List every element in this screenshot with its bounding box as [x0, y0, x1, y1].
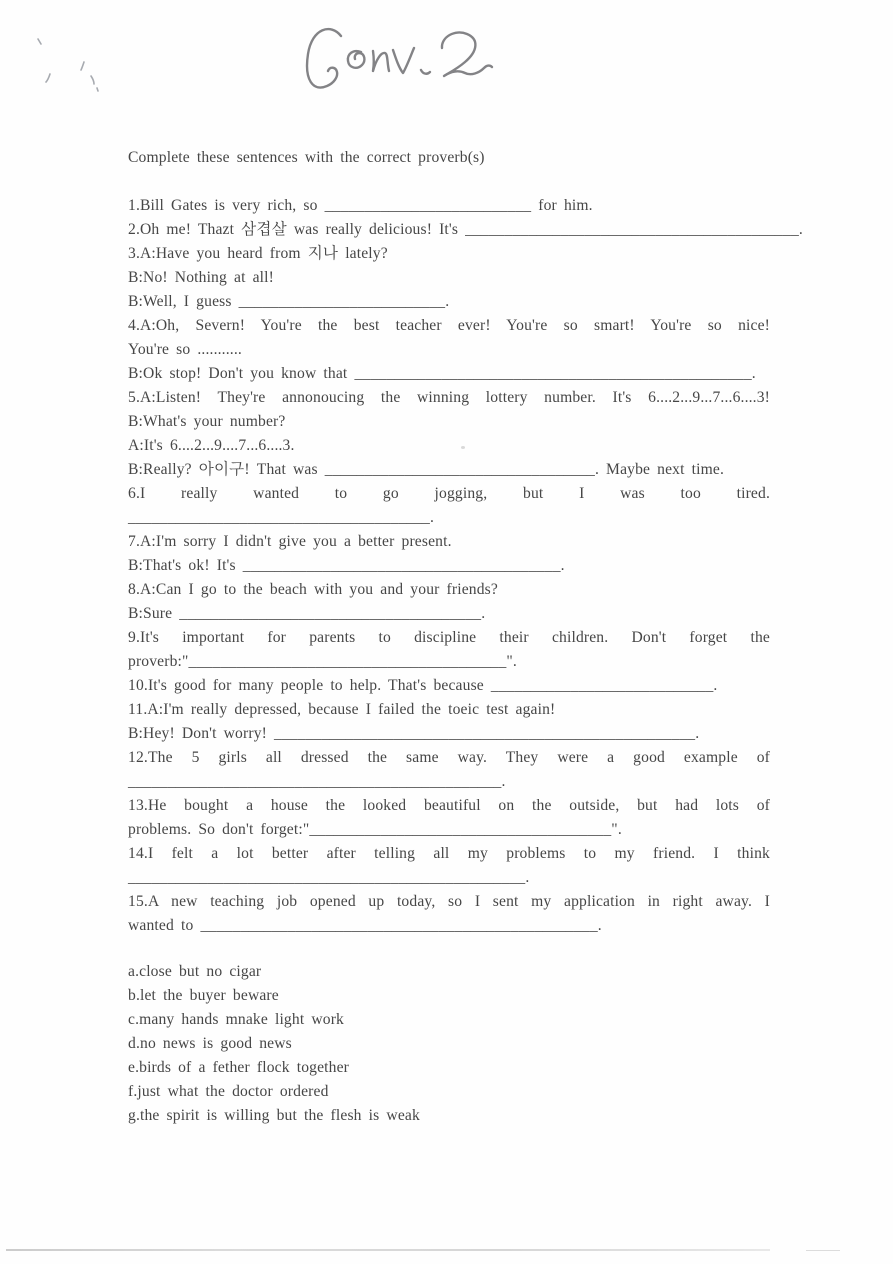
instruction-text: Complete these sentences with the correct proverb(s)	[128, 149, 485, 166]
worksheet-line: B:Hey! Don't worry! _____________________________________________________.	[128, 725, 700, 742]
worksheet-line: 13.He bought a house the looked beautiful on the outside, but had lots of	[128, 797, 770, 814]
worksheet-line: ______________________________________.	[128, 509, 435, 526]
handwritten-letter-v	[393, 48, 414, 73]
worksheet-line: 6.I really wanted to go jogging, but I was too tired.	[128, 485, 770, 502]
scan-speck-marks	[28, 32, 138, 104]
answer-option: b.let the buyer beware	[128, 987, 279, 1004]
worksheet-line: 10.It's good for many people to help. That's because ____________________________.	[128, 677, 718, 694]
worksheet-line: 1.Bill Gates is very rich, so __________________________ for him.	[128, 197, 593, 214]
handwritten-period	[421, 70, 430, 74]
worksheet-line: 2.Oh me! Thazt 삼겹살 was really delicious! It's __________________________________________.	[128, 221, 803, 238]
worksheet-line: wanted to __________________________________________________.	[128, 917, 602, 934]
scan-artifact-line	[6, 1249, 770, 1251]
worksheet-line: __________________________________________________.	[128, 869, 530, 886]
blank-space	[128, 170, 770, 194]
worksheet-line: B:Really? 아이구! That was __________________________________. Maybe next time.	[128, 461, 725, 478]
blank-space	[128, 938, 770, 960]
worksheet-line: 4.A:Oh, Severn! You're the best teacher ever! You're so smart! You're so nice!	[128, 317, 770, 334]
worksheet-line: 7.A:I'm sorry I didn't give you a better present.	[128, 533, 452, 550]
worksheet-line: You're so ...........	[128, 341, 242, 358]
answer-option: e.birds of a fether flock together	[128, 1059, 349, 1076]
worksheet-line: B:Ok stop! Don't you know that __________________________________________________.	[128, 365, 756, 382]
answer-option: f.just what the doctor ordered	[128, 1083, 329, 1100]
worksheet-line: 14.I felt a lot better after telling all my problems to my friend. I think	[128, 845, 770, 862]
handwritten-letter-C	[307, 29, 341, 87]
worksheet-body	[128, 146, 803, 1128]
worksheet-line: 15.A new teaching job opened up today, so I sent my application in right away. I	[128, 893, 770, 910]
worksheet-line: problems. So don't forget:"______________________________________".	[128, 821, 622, 838]
answer-option: a.close but no cigar	[128, 963, 262, 980]
worksheet-line: B:Sure ______________________________________.	[128, 605, 486, 622]
answer-option: g.the spirit is willing but the flesh is weak	[128, 1107, 420, 1124]
answer-option: c.many hands mnake light work	[128, 1011, 344, 1028]
handwritten-numeral-2	[442, 32, 492, 76]
worksheet-line: 5.A:Listen! They're annonoucing the winning lottery number. It's 6....2...9...7...6....3!	[128, 389, 770, 406]
worksheet-line: B:Well, I guess __________________________.	[128, 293, 450, 310]
worksheet-line: 9.It's important for parents to discipline their children. Don't forget the	[128, 629, 770, 646]
handwritten-letter-o	[348, 51, 365, 68]
worksheet-line: 12.The 5 girls all dressed the same way. They were a good example of	[128, 749, 770, 766]
worksheet-line: B:No! Nothing at all!	[128, 269, 274, 286]
scan-artifact-line-right	[806, 1250, 840, 1251]
answer-option: d.no news is good news	[128, 1035, 292, 1052]
worksheet-line: B:What's your number?	[128, 413, 286, 430]
handwritten-letter-n	[373, 51, 389, 71]
worksheet-line: proverb:"________________________________________".	[128, 653, 517, 670]
worksheet-line: 11.A:I'm really depressed, because I failed the toeic test again!	[128, 701, 556, 718]
handwritten-title	[293, 20, 503, 104]
worksheet-line: 3.A:Have you heard from 지나 lately?	[128, 245, 388, 262]
worksheet-line: 8.A:Can I go to the beach with you and your friends?	[128, 581, 498, 598]
worksheet-line: _______________________________________________.	[128, 773, 506, 790]
worksheet-line: B:That's ok! It's ________________________________________.	[128, 557, 565, 574]
worksheet-line: A:It's 6....2...9....7...6....3.	[128, 437, 295, 454]
